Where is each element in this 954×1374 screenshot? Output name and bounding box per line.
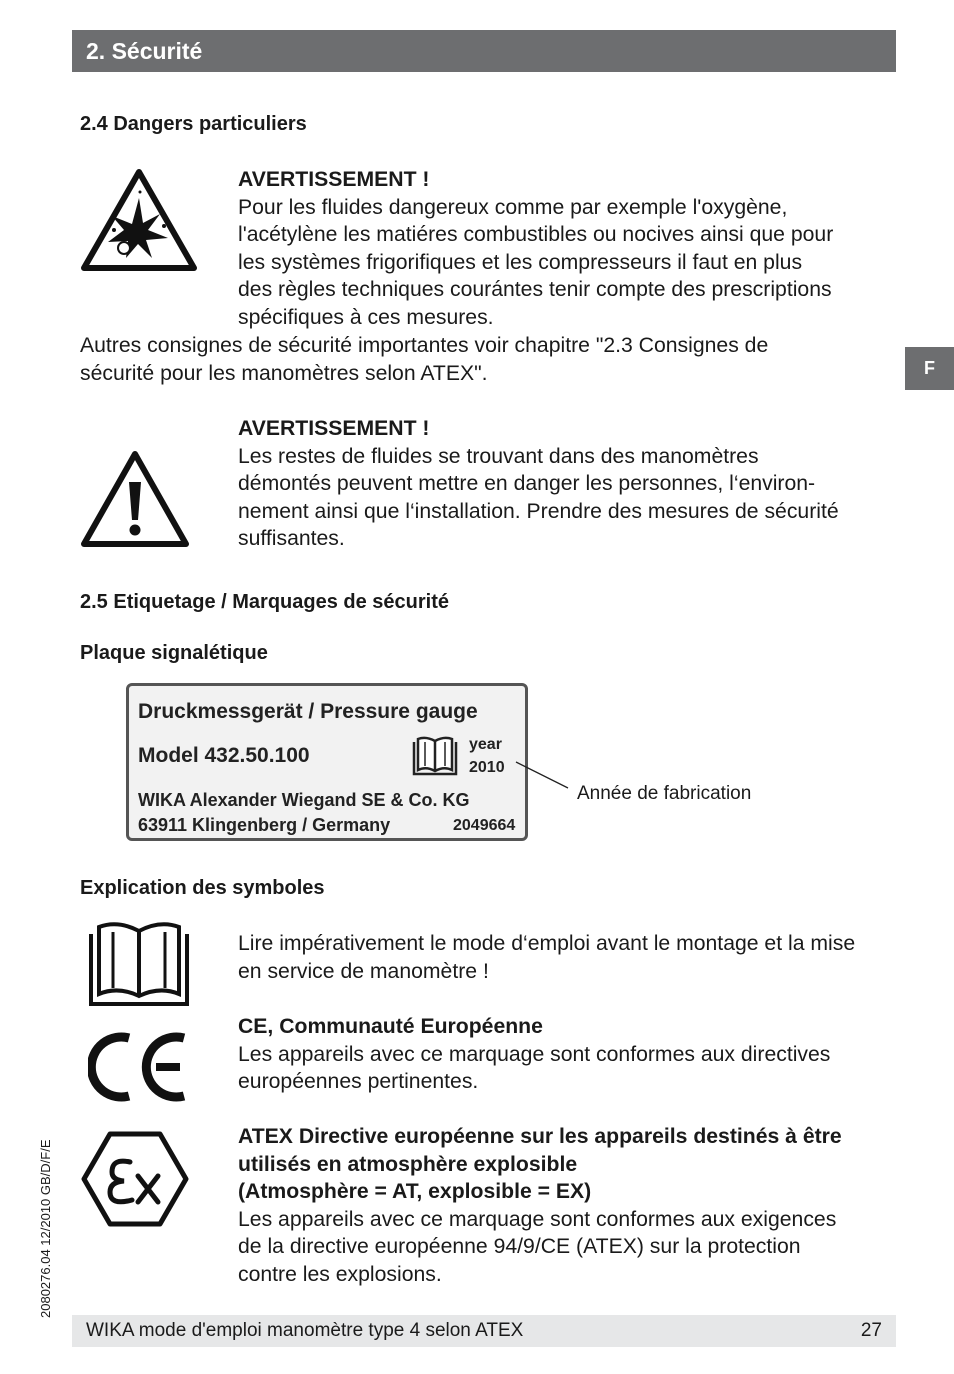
warning-1-line: Pour les fluides dangereux comme par exemple l'oxygène,: [238, 195, 788, 219]
symbol-ce-text: [238, 1013, 830, 1096]
manual-book-icon: [88, 922, 190, 1008]
heading-symbols: Explication des symboles: [80, 877, 325, 899]
symbol-ex-title: ATEX Directive européenne sur les appareils destinés à être: [238, 1125, 842, 1148]
plate-serial: 2049664: [453, 817, 516, 834]
symbol-manual-line: Lire impérativement le mode d‘emploi avant le montage et la mise: [238, 932, 856, 955]
heading-2-5: 2.5 Etiquetage / Marquages de sécurité: [80, 591, 450, 613]
symbol-ex-text: [238, 1123, 842, 1288]
warning-1-line: des règles techniques courántes tenir compte des prescriptions: [238, 278, 832, 301]
plate-address: 63911 Klingenberg / Germany: [138, 815, 391, 835]
warning-1-line: spécifiques à ces mesures.: [238, 305, 494, 329]
heading-2-4: 2.4 Dangers particuliers: [80, 113, 307, 135]
explosion-warning-icon: [80, 168, 198, 272]
general-warning-icon: [80, 450, 190, 548]
footer-title: WIKA mode d'emploi manomètre type 4 selon ATEX: [86, 1320, 524, 1341]
symbol-manual-text: [238, 930, 855, 985]
document-code: 2080276.04 12/2010 GB/D/F/E: [38, 1139, 53, 1318]
warning-1-line: les systèmes frigorifiques et les compresseurs il faut en plus: [238, 250, 803, 274]
section-header: [72, 30, 896, 72]
warning-block-1: [238, 166, 833, 331]
annotation-year: Année de fabrication: [577, 783, 752, 804]
safety-note-line: Autres consignes de sécurité importantes voir chapitre "2.3 Consignes de: [80, 334, 769, 357]
language-tab-label: F: [924, 358, 935, 378]
plate-title: Druckmessgerät / Pressure gauge: [138, 700, 478, 723]
symbol-ce-title: CE, Communauté Européenne: [238, 1015, 543, 1038]
symbol-ex-title: utilisés en atmosphère explosible: [238, 1152, 578, 1176]
nameplate: [126, 683, 528, 841]
warning-1-line: l'acétylène les matiéres combustibles ou nocives ainsi que pour: [238, 223, 834, 246]
book-icon: [410, 736, 460, 778]
plate-year-value: 2010: [469, 759, 505, 776]
section-title: 2. Sécurité: [86, 38, 203, 64]
warning-title-1: AVERTISSEMENT !: [238, 168, 430, 191]
page-number: 27: [860, 1320, 882, 1341]
symbol-ex-line: Les appareils avec ce marquage sont conformes aux exigences: [238, 1207, 837, 1231]
symbol-ce-line: Les appareils avec ce marquage sont conformes aux directives: [238, 1042, 831, 1066]
warning-title-2: AVERTISSEMENT !: [238, 417, 430, 440]
warning-2-line: démontés peuvent mettre en danger les personnes, l‘environ-: [238, 472, 816, 495]
safety-note: [80, 332, 768, 387]
ce-mark-icon: [88, 1030, 188, 1104]
safety-note-line: sécurité pour les manomètres selon ATEX".: [80, 361, 488, 385]
warning-2-line: nement ainsi que l‘installation. Prendre des mesures de sécurité: [238, 499, 839, 523]
symbol-manual-line: en service de manomètre !: [238, 959, 489, 983]
warning-2-line: Les restes de fluides se trouvant dans des manomètres: [238, 444, 759, 468]
symbol-ex-line: contre les explosions.: [238, 1262, 442, 1286]
annotation-leader-line: [514, 760, 574, 794]
atex-ex-icon: [80, 1130, 190, 1228]
heading-nameplate: Plaque signalétique: [80, 642, 268, 664]
symbol-ex-title: (Atmosphère = AT, explosible = EX): [238, 1180, 592, 1203]
symbol-ex-line: de la directive européenne 94/9/CE (ATEX) sur la protection: [238, 1235, 801, 1258]
warning-block-2: [238, 415, 839, 553]
plate-model: Model 432.50.100: [138, 744, 310, 767]
plate-company: WIKA Alexander Wiegand SE & Co. KG: [138, 790, 470, 810]
page-footer: [72, 1315, 896, 1347]
warning-2-line: suffisantes.: [238, 527, 345, 550]
symbol-ce-line: européennes pertinentes.: [238, 1070, 479, 1093]
plate-year-label: year: [469, 736, 502, 753]
language-tab: [905, 347, 954, 390]
